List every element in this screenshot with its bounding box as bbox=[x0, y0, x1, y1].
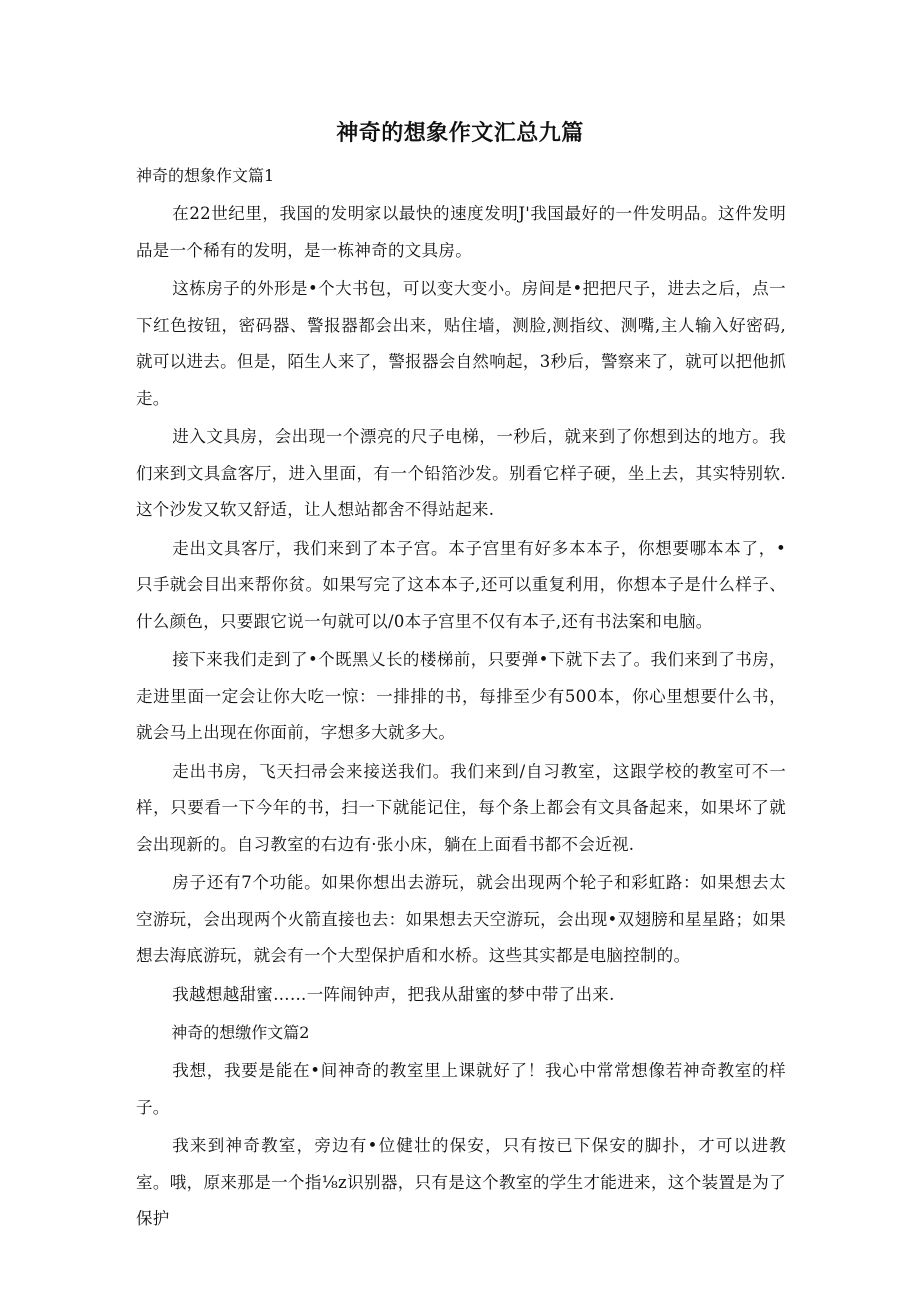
document-body bbox=[136, 160, 786, 1238]
paragraph: 进入文具房，会出现一个漂亮的尺子电梯，一秒后，就来到了你想到达的地方。我们来到文具盒客厅，进入里面，有一个铅箔沙发。别看它样子硬，坐上去，其实特别软.这个沙发又软又舒适，让人想站都舍不得站起来. bbox=[136, 427, 786, 519]
paragraph: 走出书房，飞天扫帚会来接送我们。我们来到/自习教室，这跟学校的教室可不一样，只要看一下今年的书，扫一下就能记住，每个条上都会有文具备起来，如果坏了就会出现新的。自习教室的右边有·张小床，躺在上面看书都不会近视. bbox=[136, 761, 786, 854]
paragraph: 我来到神奇教室，旁边有•位健壮的保安，只有按已下保安的脚扑，才可以进教室。哦，原来那是一个指⅛z识别器，只有是这个教室的学生才能进来，这个装置是为了保护 bbox=[136, 1136, 786, 1228]
paragraph: 在22世纪里，我国的发明家以最快的速度发明J'我国最好的一件发明品。这件发明品是一个稀有的发明，是一栋神奇的文具房。 bbox=[136, 204, 786, 260]
paragraph: 这栋房子的外形是•个大书包，可以变大变小。房间是•把把尺子，进去之后，点一下红色按钮，密码器、警报器都会出来，贴住墙，测脸,测指纹、测嘴,主人输入好密码,就可以进去。但是，陌生人来了，警报器会自然响起，3秒后，警察来了，就可以把他抓走。 bbox=[136, 279, 786, 408]
paragraph: 接下来我们走到了•个既黑乂长的楼梯前，只要弹•下就下去了。我们来到了书房，走进里面一定会让你大吃一惊：一排排的书，每排至少有500本，你心里想要什么书，就会马上出现在你面前，字想多大就多大。 bbox=[136, 650, 786, 742]
document-title: 神奇的想象作文汇总九篇 bbox=[336, 121, 584, 146]
paragraph: 走出文具客厅，我们来到了本子宫。本子宫里有好多本本子，你想要哪本本了，•只手就会目出来帮你贫。如果写完了这本本子,还可以重复利用，你想本子是什么样子、什么颜色，只要跟它说一句就可以/0本子宫里不仅有本子,还有书法案和电脑。 bbox=[136, 538, 786, 631]
paragraph: 我想，我要是能在•间神奇的教室里上课就好了！我心中常常想像若神奇教室的样子。 bbox=[136, 1061, 786, 1117]
section-heading: 神奇的想缴作文篇2 bbox=[171, 1023, 310, 1042]
section-heading: 神奇的想象作文篇1 bbox=[136, 166, 275, 185]
paragraph: 房子还有7个功能。如果你想出去游玩，就会出现两个轮子和彩虹路：如果想去太空游玩，会出现两个火箭直接也去：如果想去天空游玩，会出现•双翅膀和星星路；如果想去海底游玩，就会有一个大型保护盾和水桥。这些其实都是电脑控制的。 bbox=[136, 873, 786, 965]
paragraph: 我越想越甜蜜……一阵闹钟声，把我从甜蜜的梦中带了出来. bbox=[172, 984, 615, 1004]
